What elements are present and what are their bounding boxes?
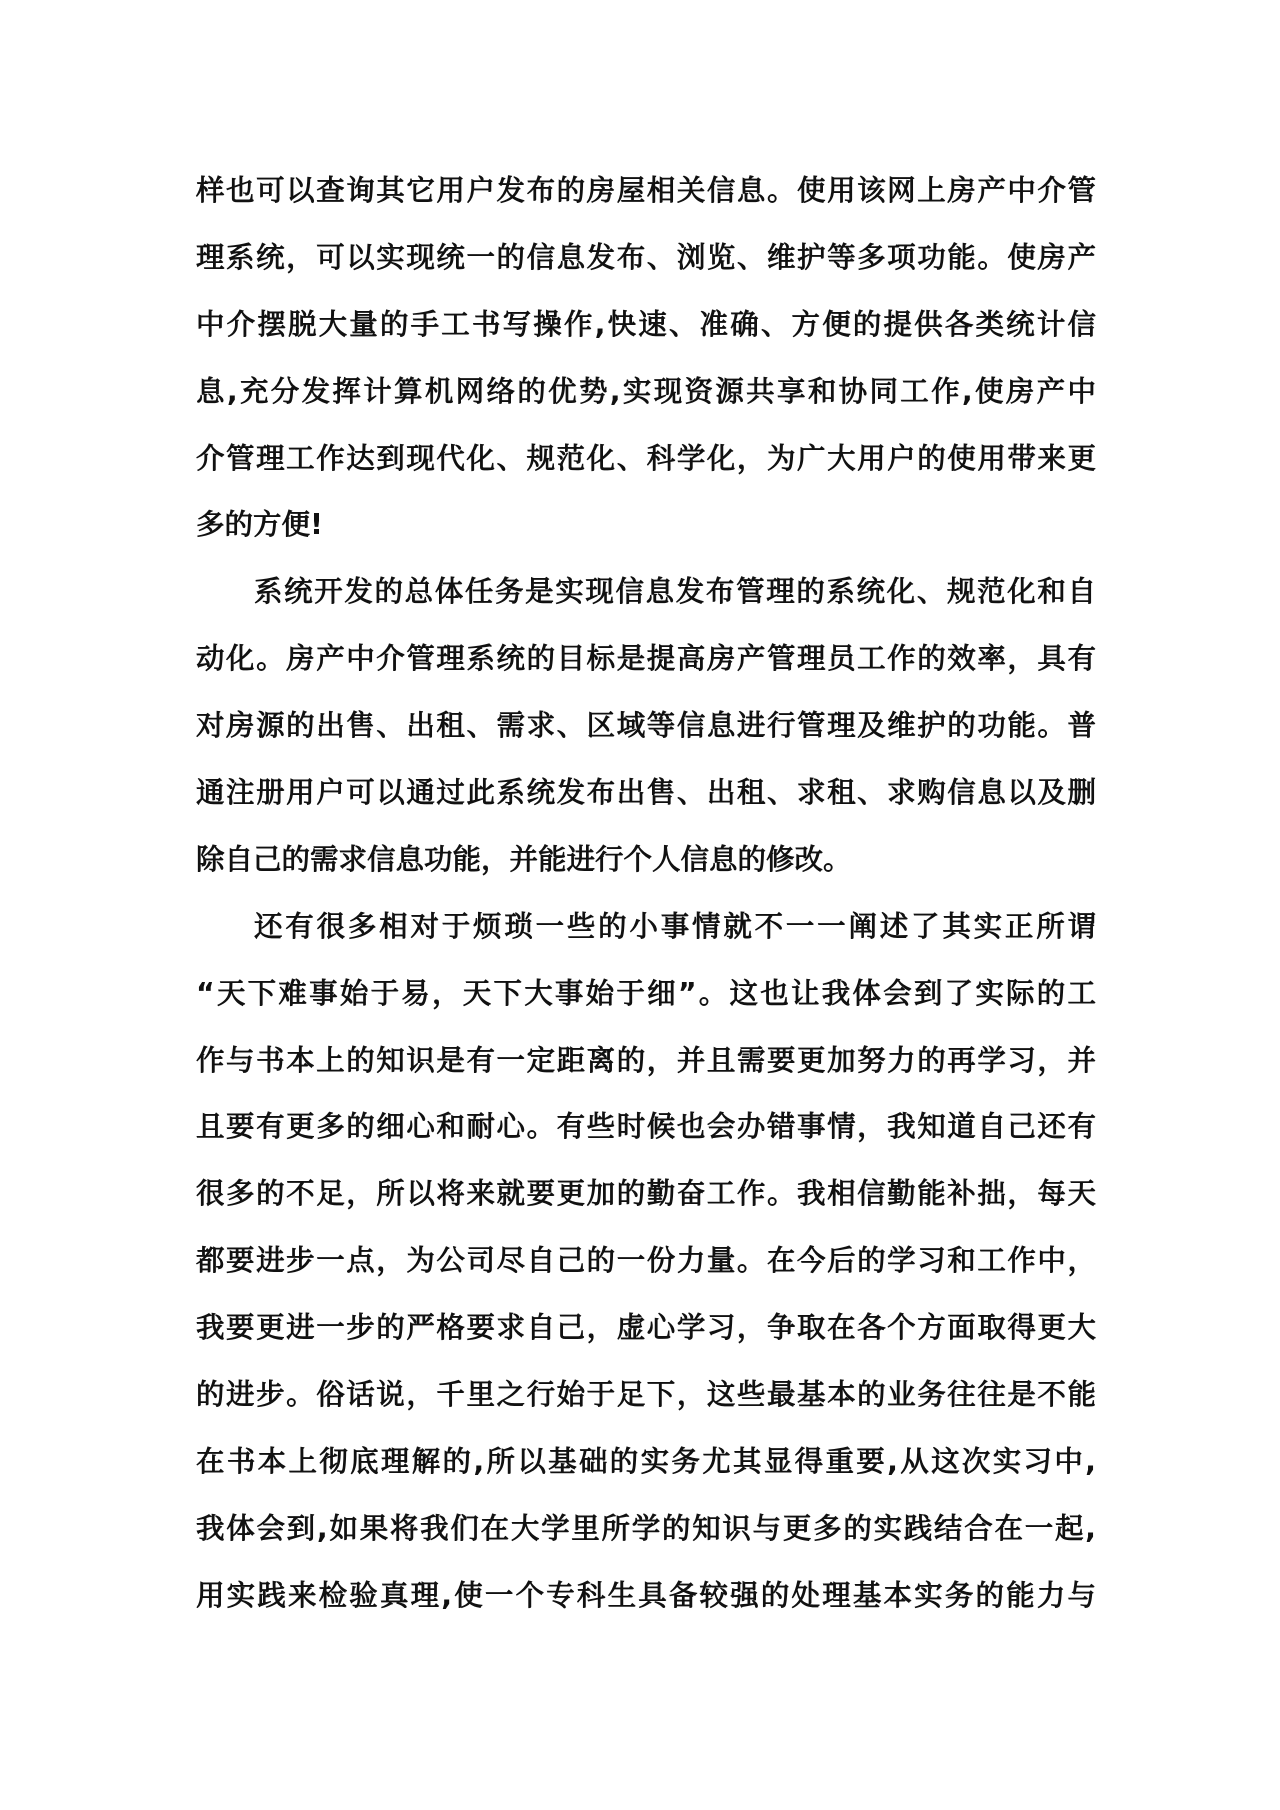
text-line: 多的方便!	[196, 508, 323, 542]
text-line: 样也可以查询其它用户发布的房屋相关信息。使用该网上房产中介管	[196, 174, 1096, 207]
text-line: 对房源的出售、出租、需求、区域等信息进行管理及维护的功能。普	[196, 709, 1096, 743]
text-line: 息,充分发挥计算机网络的优势,实现资源共享和协同工作,使房产中	[196, 374, 1096, 408]
text-line: “天下难事始于易，天下大事始于细”。这也让我体会到了实际的工	[196, 976, 1096, 1010]
text-line: 且要有更多的细心和耐心。有些时候也会办错事情，我知道自己还有	[196, 1110, 1096, 1144]
paragraph-first-line: 系统开发的总体任务是实现信息发布管理的系统化、规范化和自	[254, 575, 1096, 609]
text-line: 中介摆脱大量的手工书写操作,快速、准确、方便的提供各类统计信	[196, 307, 1096, 341]
paragraph-first-line: 还有很多相对于烦琐一些的小事情就不一一阐述了其实正所谓	[254, 909, 1096, 943]
text-line: 我要更进一步的严格要求自己，虚心学习，争取在各个方面取得更大	[196, 1311, 1096, 1345]
document-body	[196, 158, 1096, 1630]
text-line: 除自己的需求信息功能，并能进行个人信息的修改。	[196, 842, 852, 876]
text-line: 都要进步一点，为公司尽自己的一份力量。在今后的学习和工作中，	[196, 1244, 1096, 1278]
text-line: 在书本上彻底理解的,所以基础的实务尤其显得重要,从这次实习中,	[196, 1444, 1096, 1478]
text-line: 理系统，可以实现统一的信息发布、浏览、维护等多项功能。使房产	[196, 240, 1096, 274]
text-line: 的进步。俗话说，千里之行始于足下，这些最基本的业务往往是不能	[196, 1378, 1096, 1412]
text-line: 介管理工作达到现代化、规范化、科学化，为广大用户的使用带来更	[196, 441, 1096, 475]
text-line: 动化。房产中介管理系统的目标是提高房产管理员工作的效率，具有	[196, 642, 1096, 676]
text-line: 用实践来检验真理,使一个专科生具备较强的处理基本实务的能力与	[196, 1578, 1096, 1612]
text-line: 作与书本上的知识是有一定距离的，并且需要更加努力的再学习，并	[196, 1043, 1096, 1077]
text-line: 很多的不足，所以将来就要更加的勤奋工作。我相信勤能补拙，每天	[196, 1177, 1096, 1211]
text-line: 我体会到,如果将我们在大学里所学的知识与更多的实践结合在一起,	[196, 1511, 1096, 1545]
text-line: 通注册用户可以通过此系统发布出售、出租、求租、求购信息以及删	[196, 776, 1096, 810]
